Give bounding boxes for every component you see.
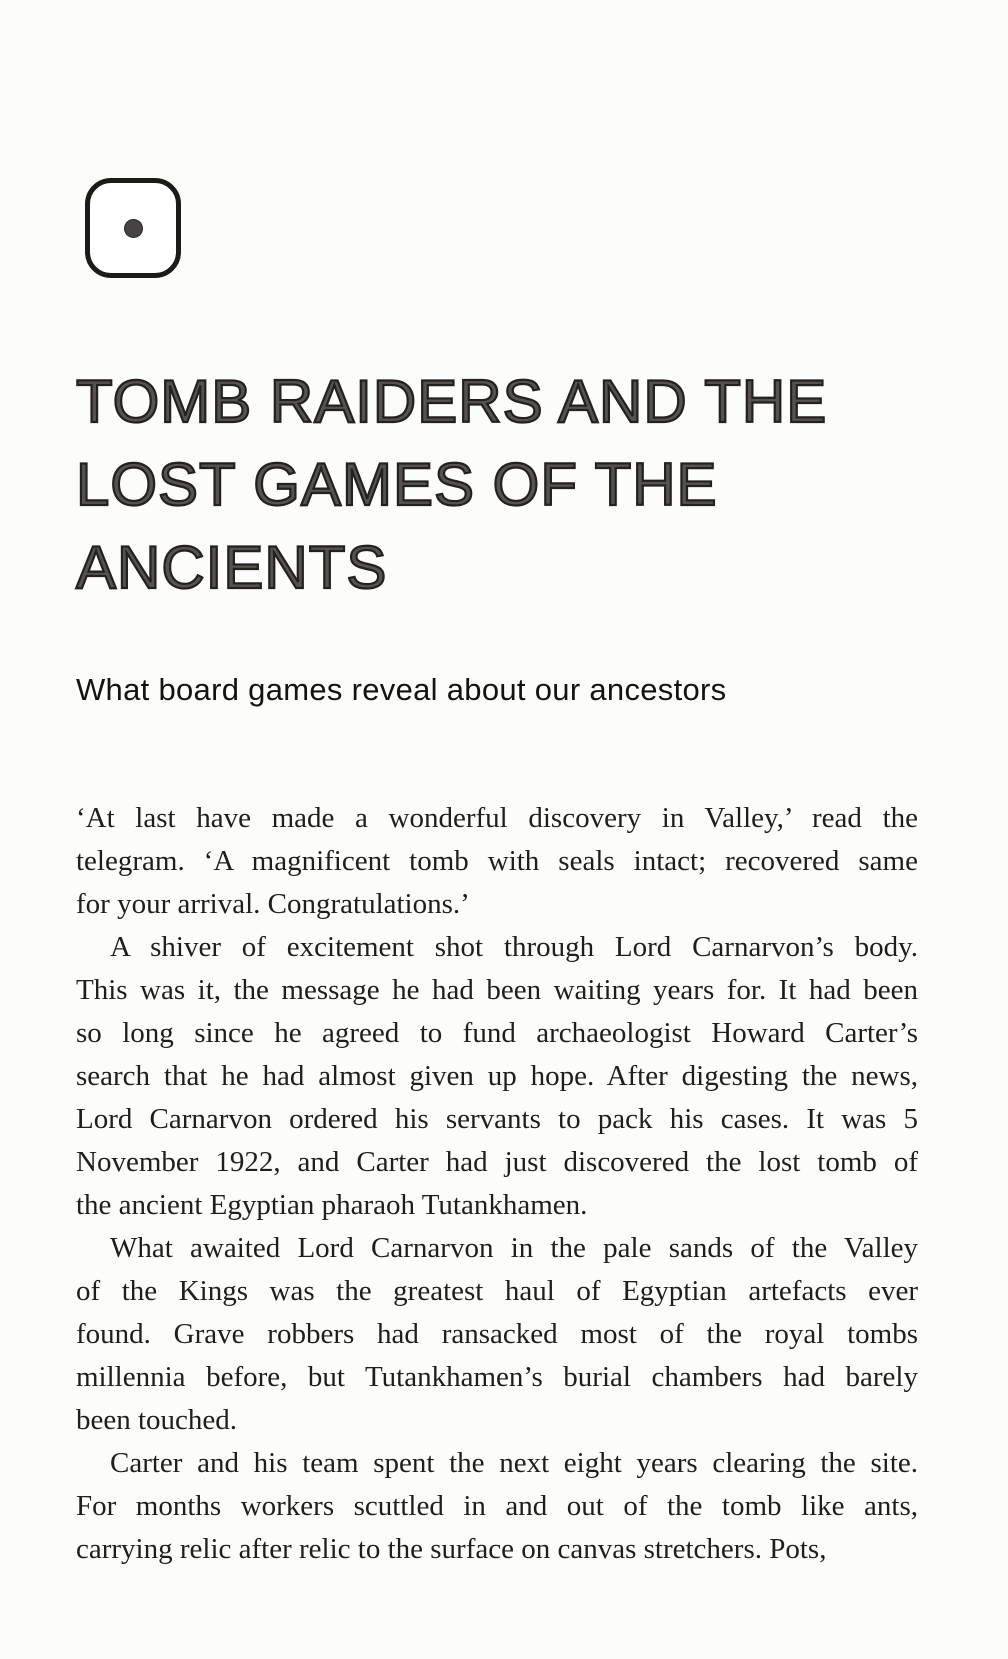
text-line: Carter and his team spent the next eight years clearing the site. <box>110 1447 918 1479</box>
text-line: search that he had almost given up hope. After digesting the news, <box>76 1060 918 1092</box>
text-line: telegram. ‘A magnificent tomb with seals intact; recovered same <box>76 845 918 877</box>
paragraph <box>76 1227 918 1442</box>
chapter-title-line: LOST GAMES OF THE <box>76 451 718 518</box>
die-pip <box>125 220 142 237</box>
paragraph <box>76 926 918 1227</box>
paragraph <box>76 1442 918 1571</box>
text-line: so long since he agreed to fund archaeologist Howard Carter’s <box>76 1017 918 1049</box>
text-line: Lord Carnarvon ordered his servants to pack his cases. It was 5 <box>76 1103 918 1135</box>
body-text <box>76 797 918 1571</box>
chapter-title <box>76 360 827 609</box>
text-line: carrying relic after relic to the surface on canvas stretchers. Pots, <box>76 1533 827 1565</box>
die-icon <box>85 178 181 278</box>
text-line: November 1922, and Carter had just discovered the lost tomb of <box>76 1146 918 1178</box>
chapter-title-line: ANCIENTS <box>76 534 388 601</box>
text-line: of the Kings was the greatest haul of Egyptian artefacts ever <box>76 1275 918 1307</box>
text-line: found. Grave robbers had ransacked most of the royal tombs <box>76 1318 918 1350</box>
text-line: for your arrival. Congratulations.’ <box>76 888 470 920</box>
text-line: This was it, the message he had been waiting years for. It had been <box>76 974 918 1006</box>
text-line: ‘At last have made a wonderful discovery in Valley,’ read the <box>76 802 918 834</box>
text-line: millennia before, but Tutankhamen’s burial chambers had barely <box>76 1361 918 1393</box>
text-line: been touched. <box>76 1404 238 1436</box>
chapter-title-line: TOMB RAIDERS AND THE <box>76 368 828 435</box>
text-line: For months workers scuttled in and out of the tomb like ants, <box>76 1490 918 1522</box>
paragraph <box>76 797 918 926</box>
text-line: A shiver of excitement shot through Lord Carnarvon’s body. <box>110 931 918 963</box>
text-line: the ancient Egyptian pharaoh Tutankhamen. <box>76 1189 588 1221</box>
text-line: What awaited Lord Carnarvon in the pale sands of the Valley <box>110 1232 918 1264</box>
chapter-subtitle: What board games reveal about our ancestors <box>76 672 727 707</box>
